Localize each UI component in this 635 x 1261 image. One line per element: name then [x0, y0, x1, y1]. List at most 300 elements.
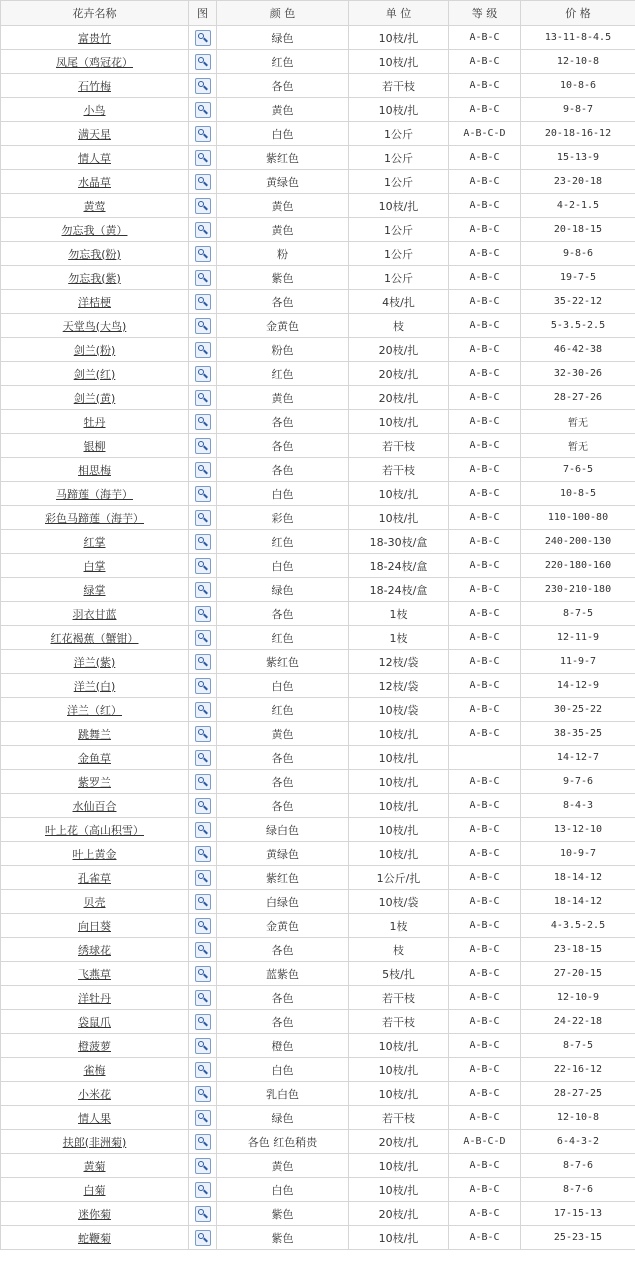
- table-row: [1, 338, 635, 362]
- flower-name-link[interactable]: 黄菊: [83, 1159, 106, 1173]
- magnifier-icon[interactable]: [195, 510, 211, 526]
- grade-cell: A-B-C-D: [449, 122, 521, 146]
- grade-cell: A-B-C: [449, 98, 521, 122]
- flower-name-link[interactable]: 紫罗兰: [78, 775, 111, 789]
- picture-cell: [189, 74, 217, 98]
- unit-cell: 20枝/扎: [349, 386, 449, 410]
- table-row: [1, 1034, 635, 1058]
- picture-cell: [189, 266, 217, 290]
- price-cell: 28-27-25: [521, 1082, 635, 1106]
- picture-cell: [189, 1058, 217, 1082]
- magnifier-icon[interactable]: [195, 750, 211, 766]
- unit-cell: 10枝/扎: [349, 506, 449, 530]
- flower-name-cell: [1, 698, 189, 722]
- color-cell: 各色: [217, 458, 349, 482]
- flower-name-cell: [1, 1154, 189, 1178]
- flower-name-link[interactable]: 跳舞兰: [78, 727, 111, 741]
- flower-name-link[interactable]: 白掌: [83, 559, 106, 573]
- picture-cell: [189, 746, 217, 770]
- price-cell: 暂无: [521, 434, 635, 458]
- picture-cell: [189, 290, 217, 314]
- flower-name-link[interactable]: 红掌: [83, 535, 106, 549]
- magnifier-icon[interactable]: [195, 222, 211, 238]
- flower-name-link[interactable]: 剑兰(红): [73, 367, 116, 381]
- magnifier-icon[interactable]: [195, 990, 211, 1006]
- price-cell: 10-8-6: [521, 74, 635, 98]
- flower-name-link[interactable]: 迷你菊: [78, 1207, 111, 1221]
- table-row: [1, 122, 635, 146]
- magnifier-icon[interactable]: [195, 390, 211, 406]
- flower-name-cell: [1, 482, 189, 506]
- magnifier-icon[interactable]: [195, 270, 211, 286]
- magnifier-icon[interactable]: [195, 822, 211, 838]
- table-row: [1, 866, 635, 890]
- magnifier-icon[interactable]: [195, 1230, 211, 1246]
- unit-cell: 5枝/扎: [349, 962, 449, 986]
- flower-name-link[interactable]: 洋兰（红）: [67, 703, 122, 717]
- table-row: [1, 674, 635, 698]
- price-cell: 32-30-26: [521, 362, 635, 386]
- table-row: [1, 482, 635, 506]
- grade-cell: A-B-C: [449, 674, 521, 698]
- color-cell: 紫色: [217, 1226, 349, 1250]
- flower-name-link[interactable]: 叶上花（高山积雪）: [45, 823, 144, 837]
- magnifier-icon[interactable]: [195, 702, 211, 718]
- color-cell: 黄绿色: [217, 170, 349, 194]
- grade-cell: A-B-C: [449, 506, 521, 530]
- magnifier-icon[interactable]: [195, 966, 211, 982]
- magnifier-icon[interactable]: [195, 654, 211, 670]
- price-cell: 12-10-8: [521, 50, 635, 74]
- flower-name-cell: [1, 98, 189, 122]
- price-cell: 暂无: [521, 410, 635, 434]
- table-row: [1, 98, 635, 122]
- unit-cell: 18-24枝/盒: [349, 578, 449, 602]
- picture-cell: [189, 194, 217, 218]
- color-cell: 各色: [217, 290, 349, 314]
- grade-cell: A-B-C-D: [449, 1130, 521, 1154]
- color-cell: 各色: [217, 1010, 349, 1034]
- color-cell: 红色: [217, 50, 349, 74]
- flower-name-cell: [1, 554, 189, 578]
- magnifier-icon[interactable]: [195, 174, 211, 190]
- color-cell: 黄色: [217, 218, 349, 242]
- table-row: [1, 290, 635, 314]
- magnifier-icon[interactable]: [195, 942, 211, 958]
- color-cell: 各色: [217, 410, 349, 434]
- color-cell: 彩色: [217, 506, 349, 530]
- color-cell: 白绿色: [217, 890, 349, 914]
- color-cell: 黄色: [217, 194, 349, 218]
- unit-cell: 若干枝: [349, 1010, 449, 1034]
- magnifier-icon[interactable]: [195, 1038, 211, 1054]
- price-cell: 23-20-18: [521, 170, 635, 194]
- picture-cell: [189, 458, 217, 482]
- price-cell: 7-6-5: [521, 458, 635, 482]
- magnifier-icon[interactable]: [195, 1014, 211, 1030]
- flower-name-link[interactable]: 马蹄莲（海芋）: [56, 487, 133, 501]
- picture-cell: [189, 482, 217, 506]
- magnifier-icon[interactable]: [195, 1062, 211, 1078]
- magnifier-icon[interactable]: [195, 126, 211, 142]
- magnifier-icon[interactable]: [195, 678, 211, 694]
- table-row: [1, 722, 635, 746]
- grade-cell: A-B-C: [449, 578, 521, 602]
- unit-cell: 1公斤: [349, 242, 449, 266]
- table-row: [1, 1202, 635, 1226]
- flower-name-link[interactable]: 满天星: [78, 127, 111, 141]
- table-row: [1, 506, 635, 530]
- picture-cell: [189, 434, 217, 458]
- price-cell: 24-22-18: [521, 1010, 635, 1034]
- magnifier-icon[interactable]: [195, 726, 211, 742]
- table-row: [1, 962, 635, 986]
- flower-name-cell: [1, 818, 189, 842]
- color-cell: 紫色: [217, 266, 349, 290]
- magnifier-icon[interactable]: [195, 246, 211, 262]
- magnifier-icon[interactable]: [195, 846, 211, 862]
- magnifier-icon[interactable]: [195, 342, 211, 358]
- header-price: 价 格: [521, 1, 635, 26]
- unit-cell: 10枝/扎: [349, 1034, 449, 1058]
- table-row: [1, 266, 635, 290]
- price-cell: 17-15-13: [521, 1202, 635, 1226]
- picture-cell: [189, 50, 217, 74]
- magnifier-icon[interactable]: [195, 318, 211, 334]
- color-cell: 黄色: [217, 1154, 349, 1178]
- header-color: 颜 色: [217, 1, 349, 26]
- price-cell: 240-200-130: [521, 530, 635, 554]
- unit-cell: 10枝/扎: [349, 794, 449, 818]
- magnifier-icon[interactable]: [195, 198, 211, 214]
- color-cell: 各色: [217, 74, 349, 98]
- table-row: [1, 146, 635, 170]
- table-row: [1, 746, 635, 770]
- picture-cell: [189, 1154, 217, 1178]
- magnifier-icon[interactable]: [195, 918, 211, 934]
- flower-name-cell: [1, 290, 189, 314]
- flower-name-link[interactable]: 橙菠萝: [78, 1039, 111, 1053]
- price-cell: 110-100-80: [521, 506, 635, 530]
- flower-name-link[interactable]: 绣球花: [78, 943, 111, 957]
- magnifier-icon[interactable]: [195, 462, 211, 478]
- flower-name-link[interactable]: 剑兰(黄): [73, 391, 116, 405]
- color-cell: 紫红色: [217, 146, 349, 170]
- table-row: [1, 626, 635, 650]
- picture-cell: [189, 890, 217, 914]
- flower-name-link[interactable]: 牡丹: [83, 415, 106, 429]
- flower-name-link[interactable]: 黄莺: [83, 199, 106, 213]
- unit-cell: 10枝/扎: [349, 1082, 449, 1106]
- grade-cell: A-B-C: [449, 938, 521, 962]
- table-body: [1, 26, 635, 1250]
- grade-cell: A-B-C: [449, 818, 521, 842]
- flower-name-link[interactable]: 向日葵: [78, 919, 111, 933]
- flower-name-link[interactable]: 蛇鞭菊: [78, 1231, 111, 1245]
- table-row: [1, 74, 635, 98]
- flower-name-link[interactable]: 情人草: [78, 151, 111, 165]
- color-cell: 白色: [217, 554, 349, 578]
- table-row: [1, 218, 635, 242]
- flower-name-link[interactable]: 洋兰(紫): [73, 655, 116, 669]
- flower-name-link[interactable]: 剑兰(粉): [73, 343, 116, 357]
- price-cell: 5-3.5-2.5: [521, 314, 635, 338]
- table-row: [1, 602, 635, 626]
- picture-cell: [189, 962, 217, 986]
- magnifier-icon[interactable]: [195, 1134, 211, 1150]
- grade-cell: A-B-C: [449, 842, 521, 866]
- flower-name-link[interactable]: 勿忘我(粉): [68, 247, 121, 261]
- magnifier-icon[interactable]: [195, 894, 211, 910]
- flower-name-link[interactable]: 石竹梅: [78, 79, 111, 93]
- flower-name-link[interactable]: 洋兰(白): [73, 679, 116, 693]
- unit-cell: 1枝: [349, 914, 449, 938]
- flower-name-cell: [1, 842, 189, 866]
- flower-name-cell: [1, 50, 189, 74]
- price-cell: 10-8-5: [521, 482, 635, 506]
- unit-cell: 1公斤: [349, 218, 449, 242]
- flower-name-link[interactable]: 相思梅: [78, 463, 111, 477]
- table-row: [1, 434, 635, 458]
- color-cell: 粉: [217, 242, 349, 266]
- price-cell: 25-23-15: [521, 1226, 635, 1250]
- grade-cell: A-B-C: [449, 458, 521, 482]
- magnifier-icon[interactable]: [195, 102, 211, 118]
- flower-name-link[interactable]: 彩色马蹄莲（海芋）: [45, 511, 144, 525]
- grade-cell: A-B-C: [449, 626, 521, 650]
- flower-name-cell: [1, 1130, 189, 1154]
- flower-name-link[interactable]: 勿忘我(紫): [68, 271, 121, 285]
- flower-name-link[interactable]: 天堂鸟(大鸟): [62, 319, 127, 333]
- price-cell: 23-18-15: [521, 938, 635, 962]
- unit-cell: 10枝/扎: [349, 26, 449, 50]
- magnifier-icon[interactable]: [195, 366, 211, 382]
- table-row: [1, 50, 635, 74]
- price-cell: 46-42-38: [521, 338, 635, 362]
- picture-cell: [189, 1178, 217, 1202]
- flower-name-link[interactable]: 凤尾（鸡冠花）: [56, 55, 133, 69]
- table-row: [1, 770, 635, 794]
- flower-name-cell: [1, 362, 189, 386]
- magnifier-icon[interactable]: [195, 558, 211, 574]
- flower-name-link[interactable]: 羽衣甘蓝: [72, 607, 117, 621]
- grade-cell: A-B-C: [449, 770, 521, 794]
- unit-cell: 10枝/袋: [349, 890, 449, 914]
- magnifier-icon[interactable]: [195, 606, 211, 622]
- flower-name-cell: [1, 434, 189, 458]
- flower-name-cell: [1, 722, 189, 746]
- flower-name-cell: [1, 890, 189, 914]
- picture-cell: [189, 554, 217, 578]
- flower-name-cell: [1, 650, 189, 674]
- price-cell: 8-7-5: [521, 602, 635, 626]
- picture-cell: [189, 506, 217, 530]
- flower-name-link[interactable]: 水晶草: [78, 175, 111, 189]
- picture-cell: [189, 1202, 217, 1226]
- magnifier-icon[interactable]: [195, 1158, 211, 1174]
- price-cell: 8-7-6: [521, 1154, 635, 1178]
- grade-cell: A-B-C: [449, 386, 521, 410]
- price-cell: 9-7-6: [521, 770, 635, 794]
- grade-cell: A-B-C: [449, 866, 521, 890]
- magnifier-icon[interactable]: [195, 54, 211, 70]
- unit-cell: 若干枝: [349, 458, 449, 482]
- flower-name-link[interactable]: 小鸟: [83, 103, 106, 117]
- flower-name-link[interactable]: 水仙百合: [72, 799, 117, 813]
- price-cell: 8-7-6: [521, 1178, 635, 1202]
- table-row: [1, 650, 635, 674]
- magnifier-icon[interactable]: [195, 294, 211, 310]
- flower-name-cell: [1, 578, 189, 602]
- color-cell: 红色: [217, 698, 349, 722]
- picture-cell: [189, 866, 217, 890]
- price-cell: 15-13-9: [521, 146, 635, 170]
- magnifier-icon[interactable]: [195, 30, 211, 46]
- flower-name-link[interactable]: 扶郎(非洲菊): [62, 1135, 127, 1149]
- price-cell: 13-12-10: [521, 818, 635, 842]
- grade-cell: A-B-C: [449, 290, 521, 314]
- color-cell: 红色: [217, 362, 349, 386]
- flower-name-link[interactable]: 白菊: [83, 1183, 106, 1197]
- unit-cell: 1公斤: [349, 146, 449, 170]
- flower-name-link[interactable]: 洋桔梗: [78, 295, 111, 309]
- price-cell: 28-27-26: [521, 386, 635, 410]
- grade-cell: A-B-C: [449, 554, 521, 578]
- flower-name-link[interactable]: 雀梅: [83, 1063, 106, 1077]
- flower-name-cell: [1, 146, 189, 170]
- flower-name-cell: [1, 770, 189, 794]
- header-picture: 图: [189, 1, 217, 26]
- flower-name-link[interactable]: 贝壳: [83, 895, 106, 909]
- price-cell: 9-8-6: [521, 242, 635, 266]
- color-cell: 金黄色: [217, 914, 349, 938]
- flower-name-link[interactable]: 银柳: [83, 439, 106, 453]
- table-row: [1, 314, 635, 338]
- color-cell: 红色: [217, 530, 349, 554]
- flower-name-link[interactable]: 袋鼠爪: [78, 1015, 111, 1029]
- picture-cell: [189, 1082, 217, 1106]
- color-cell: 白色: [217, 674, 349, 698]
- table-row: [1, 1154, 635, 1178]
- grade-cell: A-B-C: [449, 1058, 521, 1082]
- table-row: [1, 1082, 635, 1106]
- magnifier-icon[interactable]: [195, 1086, 211, 1102]
- flower-name-link[interactable]: 小米花: [78, 1087, 111, 1101]
- flower-name-link[interactable]: 洋牡丹: [78, 991, 111, 1005]
- grade-cell: A-B-C: [449, 434, 521, 458]
- flower-name-link[interactable]: 勿忘我（黄）: [61, 223, 128, 237]
- flower-name-cell: [1, 26, 189, 50]
- flower-name-cell: [1, 242, 189, 266]
- magnifier-icon[interactable]: [195, 1182, 211, 1198]
- flower-name-link[interactable]: 叶上黄金: [72, 847, 117, 861]
- flower-name-cell: [1, 1178, 189, 1202]
- table-row: [1, 1010, 635, 1034]
- grade-cell: A-B-C: [449, 1154, 521, 1178]
- unit-cell: 4枝/扎: [349, 290, 449, 314]
- magnifier-icon[interactable]: [195, 630, 211, 646]
- table-row: [1, 914, 635, 938]
- flower-name-cell: [1, 626, 189, 650]
- picture-cell: [189, 530, 217, 554]
- price-cell: 4-2-1.5: [521, 194, 635, 218]
- price-cell: 35-22-12: [521, 290, 635, 314]
- grade-cell: A-B-C: [449, 482, 521, 506]
- price-cell: 10-9-7: [521, 842, 635, 866]
- price-cell: 14-12-9: [521, 674, 635, 698]
- flower-name-link[interactable]: 金鱼草: [78, 751, 111, 765]
- flower-name-link[interactable]: 情人果: [78, 1111, 111, 1125]
- color-cell: 绿色: [217, 578, 349, 602]
- magnifier-icon[interactable]: [195, 438, 211, 454]
- flower-name-link[interactable]: 孔雀草: [78, 871, 111, 885]
- magnifier-icon[interactable]: [195, 78, 211, 94]
- magnifier-icon[interactable]: [195, 150, 211, 166]
- grade-cell: A-B-C: [449, 1226, 521, 1250]
- flower-name-cell: [1, 314, 189, 338]
- flower-name-cell: [1, 1010, 189, 1034]
- unit-cell: 20枝/扎: [349, 362, 449, 386]
- color-cell: 白色: [217, 1058, 349, 1082]
- color-cell: 各色: [217, 986, 349, 1010]
- flower-name-link[interactable]: 红花褐蕉（蟹钳）: [50, 631, 139, 645]
- picture-cell: [189, 410, 217, 434]
- table-row: [1, 986, 635, 1010]
- unit-cell: 18-30枝/盒: [349, 530, 449, 554]
- picture-cell: [189, 722, 217, 746]
- flower-name-link[interactable]: 绿掌: [83, 583, 106, 597]
- color-cell: 紫红色: [217, 650, 349, 674]
- header-grade: 等 级: [449, 1, 521, 26]
- picture-cell: [189, 818, 217, 842]
- grade-cell: [449, 746, 521, 770]
- magnifier-icon[interactable]: [195, 582, 211, 598]
- color-cell: 黄色: [217, 386, 349, 410]
- magnifier-icon[interactable]: [195, 798, 211, 814]
- flower-name-link[interactable]: 飞燕草: [78, 967, 111, 981]
- color-cell: 各色: [217, 794, 349, 818]
- magnifier-icon[interactable]: [195, 1110, 211, 1126]
- unit-cell: 20枝/扎: [349, 338, 449, 362]
- magnifier-icon[interactable]: [195, 774, 211, 790]
- color-cell: 各色: [217, 770, 349, 794]
- magnifier-icon[interactable]: [195, 414, 211, 430]
- color-cell: 绿白色: [217, 818, 349, 842]
- price-cell: 230-210-180: [521, 578, 635, 602]
- color-cell: 金黄色: [217, 314, 349, 338]
- table-row: [1, 1058, 635, 1082]
- price-cell: 13-11-8-4.5: [521, 26, 635, 50]
- magnifier-icon[interactable]: [195, 534, 211, 550]
- price-cell: 11-9-7: [521, 650, 635, 674]
- table-row: [1, 194, 635, 218]
- price-cell: 8-4-3: [521, 794, 635, 818]
- color-cell: 绿色: [217, 26, 349, 50]
- magnifier-icon[interactable]: [195, 870, 211, 886]
- grade-cell: A-B-C: [449, 698, 521, 722]
- table-row: [1, 938, 635, 962]
- unit-cell: 10枝/扎: [349, 482, 449, 506]
- table-row: [1, 1178, 635, 1202]
- header-name: 花卉名称: [1, 1, 189, 26]
- magnifier-icon[interactable]: [195, 1206, 211, 1222]
- flower-name-link[interactable]: 富贵竹: [78, 31, 111, 45]
- price-cell: 20-18-16-12: [521, 122, 635, 146]
- grade-cell: A-B-C: [449, 530, 521, 554]
- color-cell: 乳白色: [217, 1082, 349, 1106]
- picture-cell: [189, 170, 217, 194]
- magnifier-icon[interactable]: [195, 486, 211, 502]
